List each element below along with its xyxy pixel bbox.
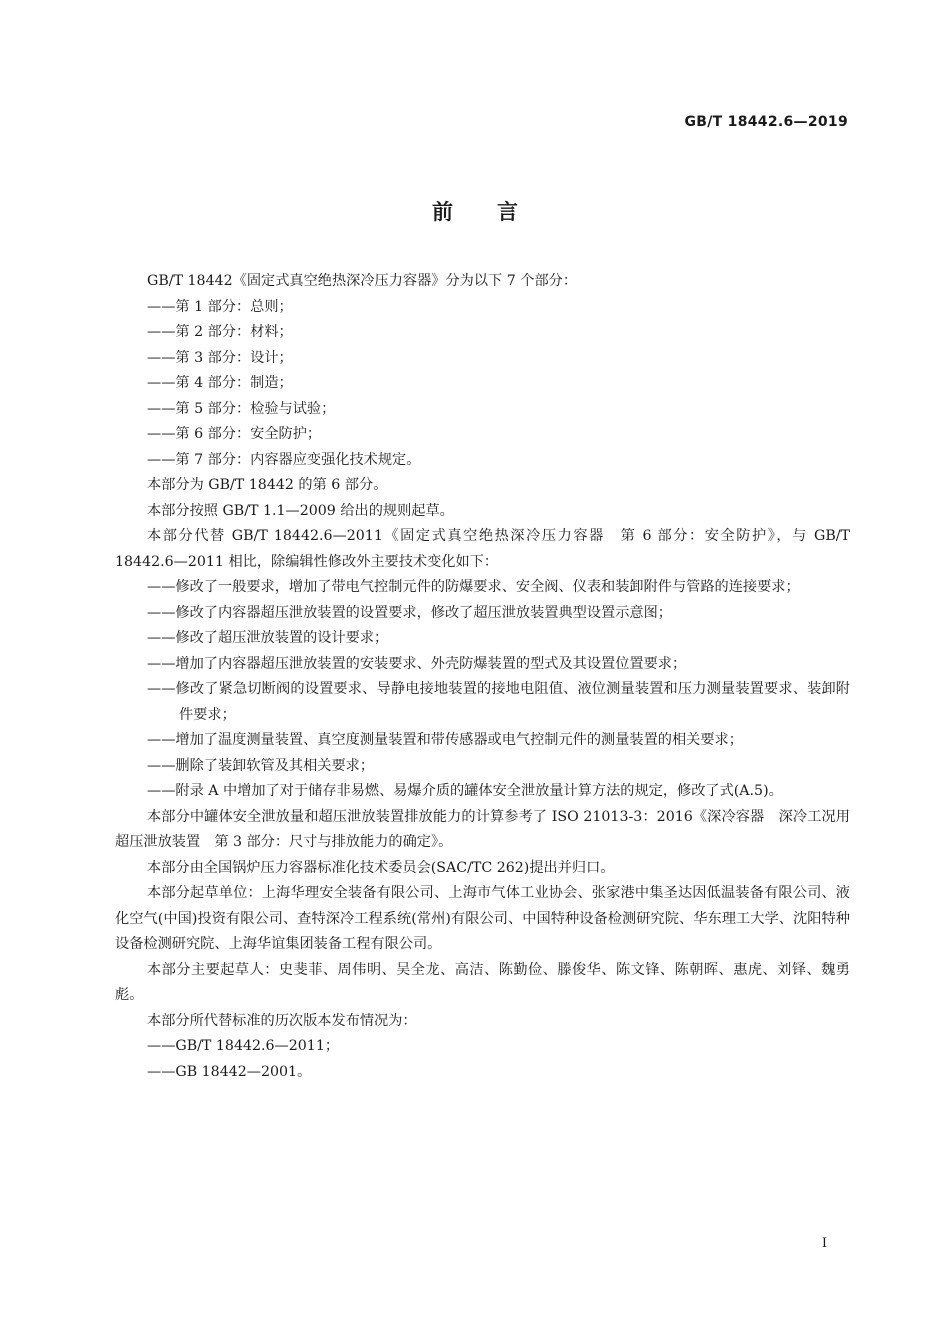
proposer-statement: 本部分由全国锅炉压力容器标准化技术委员会(SAC/TC 262)提出并归口。 xyxy=(147,859,615,876)
part-item: ——第 2 部分：材料； xyxy=(147,324,293,340)
drafting-rule: 本部分按照 GB/T 1.1—2009 给出的规则起草。 xyxy=(147,502,454,519)
this-part-statement: 本部分为 GB/T 18442 的第 6 部分。 xyxy=(147,477,388,493)
change-item: ——修改了内容器超压泄放装置的设置要求，修改了超压泄放装置典型设置示意图； xyxy=(147,604,672,621)
change-item: ——修改了紧急切断阀的设置要求、导静电接地装置的接地电阻值、液位测量装置和压力测量装置要求、装卸附件要求； xyxy=(147,681,850,723)
drafting-units: 本部分起草单位：上海华理安全装备有限公司、上海市气体工业协会、张家港中集圣达因低温装备有限公司、液化空气(中国)投资有限公司、查特深冷工程系统(常州)有限公司、中国特种设备检测研究院、华东理工大学、沈阳特种设备检测研究院、上海华谊集团装备工程有限公司。 xyxy=(115,885,850,952)
change-item: ——增加了内容器超压泄放装置的安装要求、外壳防爆装置的型式及其设置位置要求； xyxy=(147,655,687,672)
drafters: 本部分主要起草人：史斐菲、周伟明、吴全龙、高洁、陈勤俭、滕俊华、陈文锋、陈朝晖、惠虎、刘铎、魏勇彪。 xyxy=(115,961,850,1003)
parts-intro: GB/T 18442《固定式真空绝热深冷压力容器》分为以下 7 个部分： xyxy=(147,273,578,289)
history-item: ——GB 18442—2001。 xyxy=(147,1063,312,1080)
change-item: ——增加了温度测量装置、真空度测量装置和带传感器或电气控制元件的测量装置的相关要求； xyxy=(147,732,743,748)
part-item: ——第 3 部分：设计； xyxy=(147,349,293,366)
reference-statement: 本部分中罐体安全泄放量和超压泄放装置排放能力的计算参考了 ISO 21013-3：2016《深冷容器 深冷工况用超压泄放装置 第 3 部分：尺寸与排放能力的确定》。 xyxy=(115,808,850,850)
replaces-statement: 本部分代替 GB/T 18442.6—2011《固定式真空绝热深冷压力容器 第 6 部分：安全防护》，与 GB/T 18442.6—2011 相比，除编辑性修改外主要技术变化如下： xyxy=(115,528,850,570)
change-item: ——附录 A 中增加了对于储存非易燃、易爆介质的罐体安全泄放量计算方法的规定，修改了式(A.5)。 xyxy=(147,783,783,799)
foreword-body xyxy=(115,269,850,1085)
page-number: I xyxy=(821,1236,827,1251)
page-title: 前言 xyxy=(432,200,562,224)
part-item: ——第 1 部分：总则； xyxy=(147,298,293,315)
change-item: ——修改了超压泄放装置的设计要求； xyxy=(147,630,389,646)
history-item: ——GB/T 18442.6—2011； xyxy=(147,1038,340,1054)
part-item: ——第 7 部分：内容器应变强化技术规定。 xyxy=(147,451,421,468)
history-intro: 本部分所代替标准的历次版本发布情况为： xyxy=(147,1012,417,1029)
change-item: ——删除了装卸软管及其相关要求； xyxy=(147,757,375,774)
part-item: ——第 6 部分：安全防护； xyxy=(147,426,322,442)
change-item: ——修改了一般要求，增加了带电气控制元件的防爆要求、安全阀、仪表和装卸附件与管路的连接要求； xyxy=(147,579,800,595)
part-item: ——第 4 部分：制造； xyxy=(147,375,293,391)
part-item: ——第 5 部分：检验与试验； xyxy=(147,400,336,417)
standard-number: GB/T 18442.6—2019 xyxy=(684,114,848,130)
